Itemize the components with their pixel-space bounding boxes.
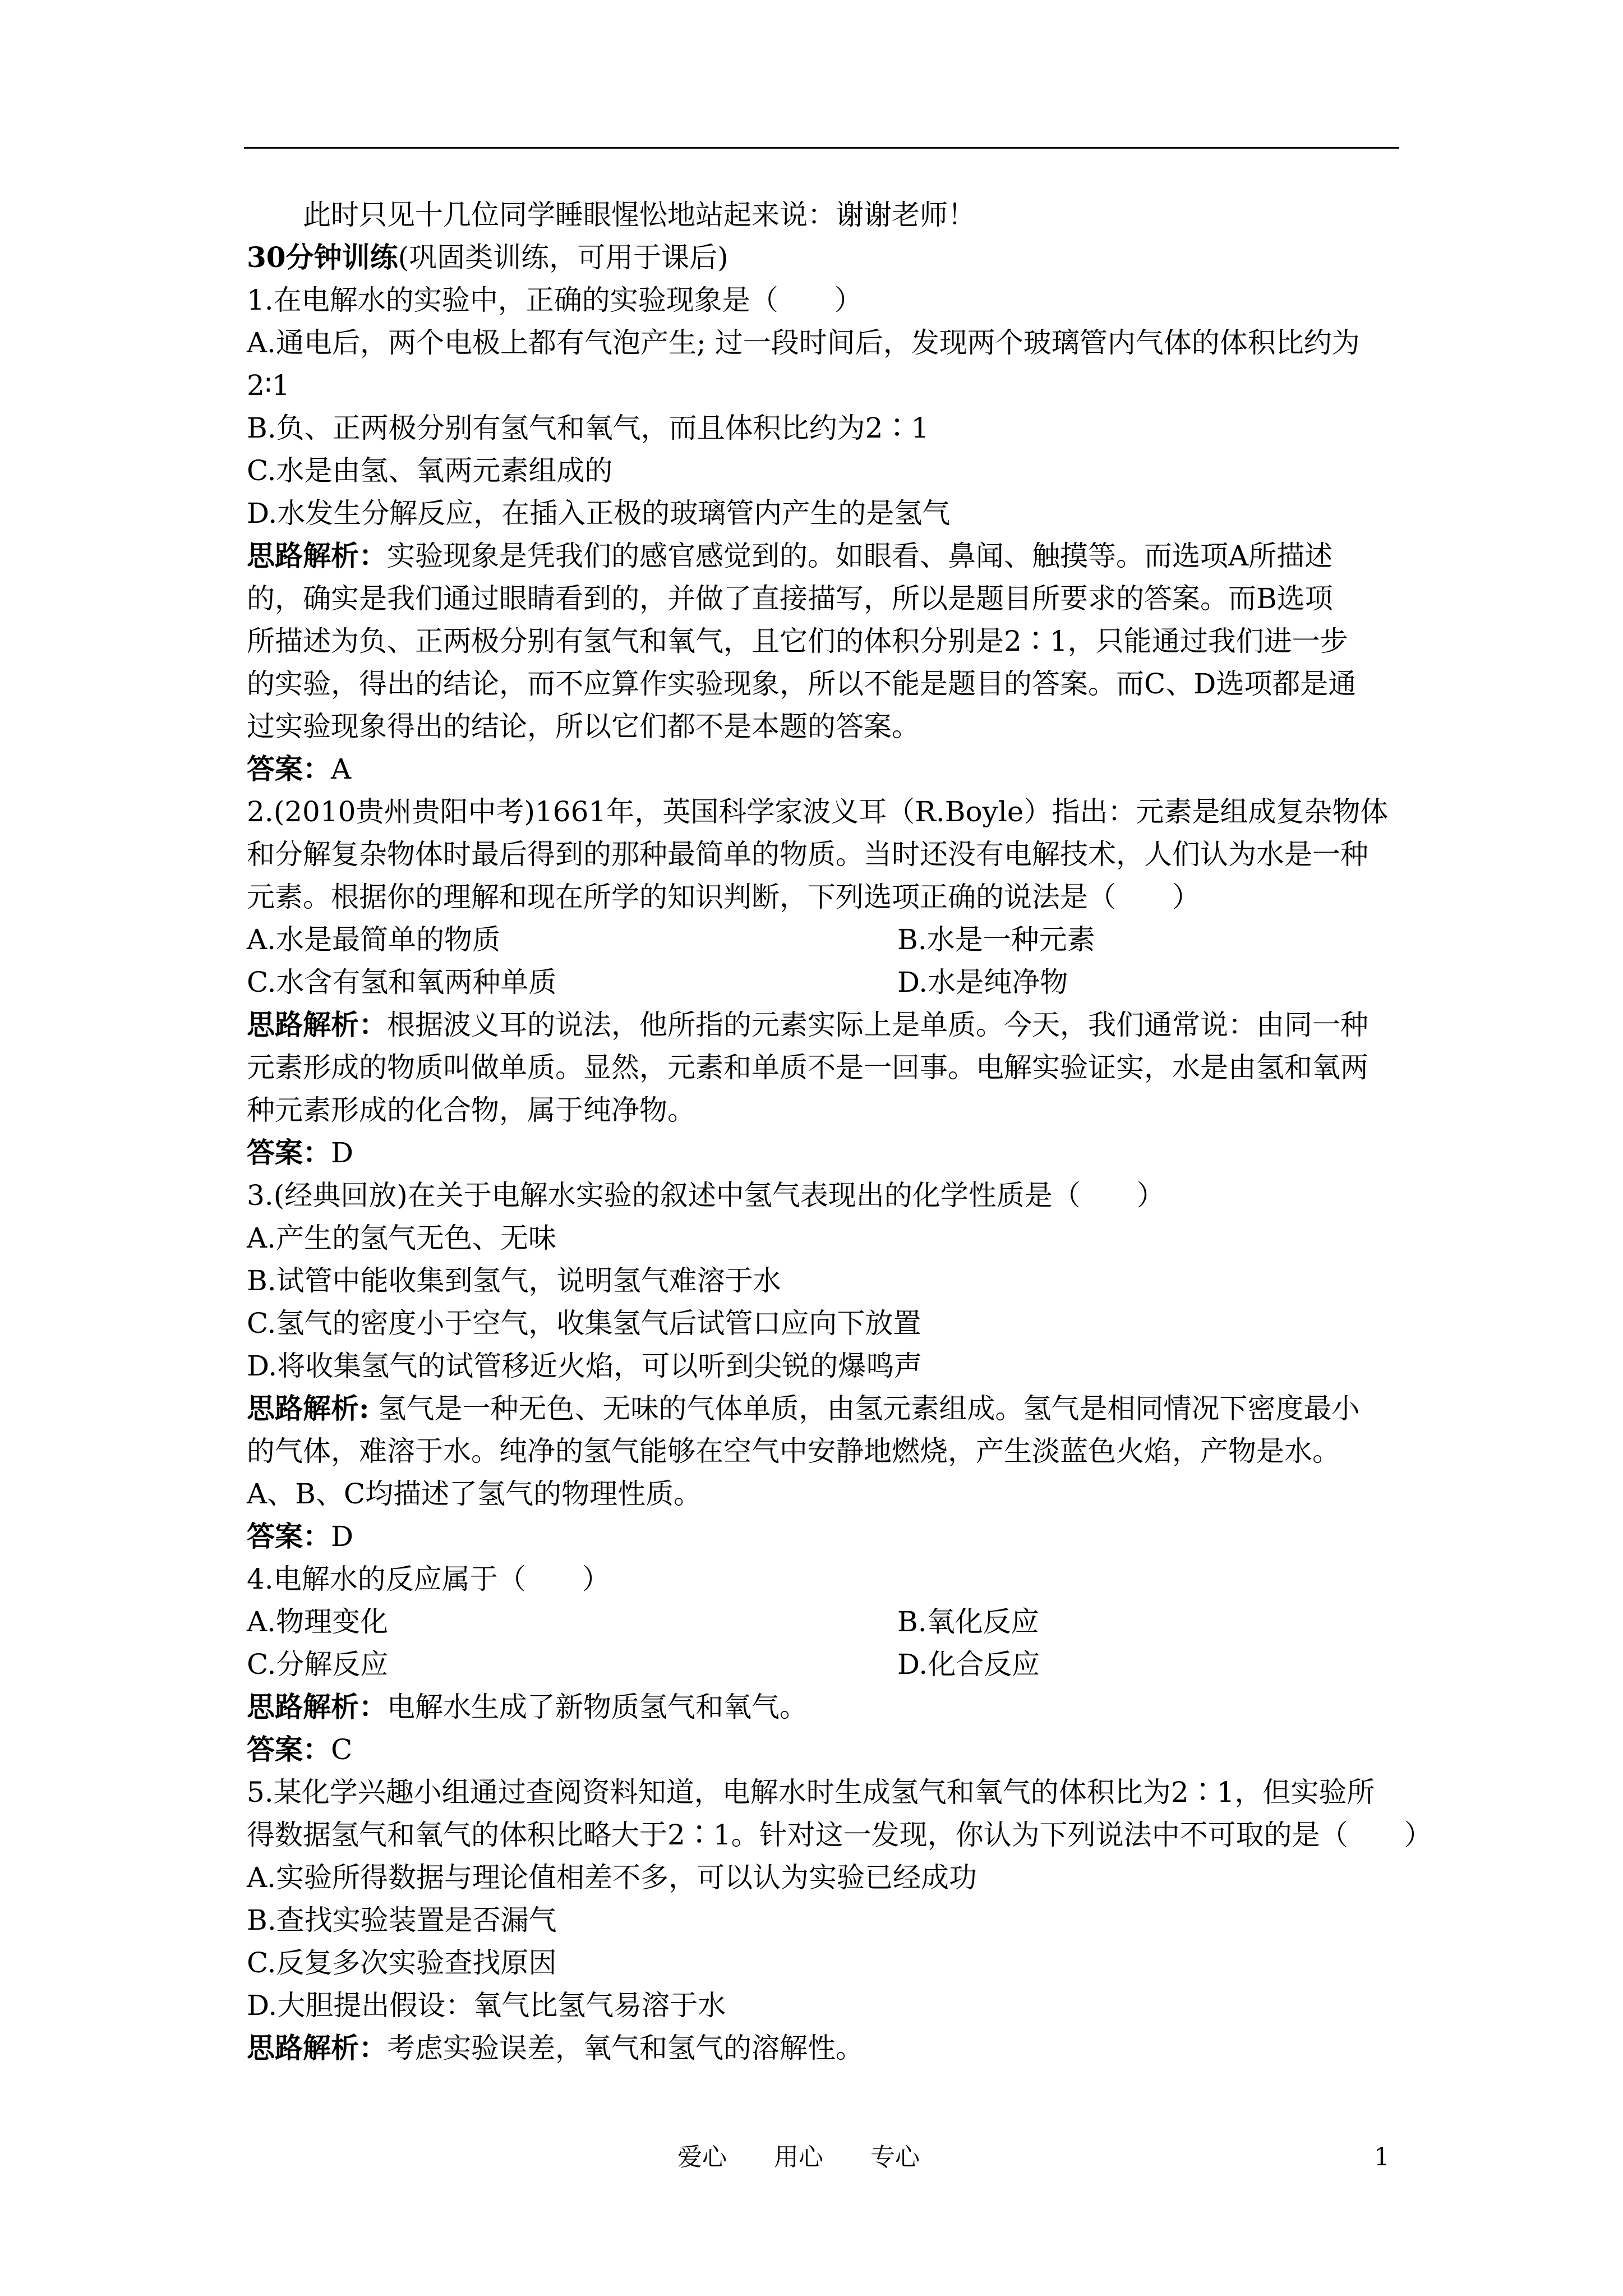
q3-analysis	[247, 1387, 1416, 1430]
q1-option-a: A.通电后，两个电极上都有气泡产生; 过一段时间后，发现两个玻璃管内气体的体积比约为	[247, 326, 1360, 359]
q3-answer	[247, 1515, 1416, 1558]
analysis-label: 思路解析：	[247, 1008, 387, 1041]
q4-answer-value: C	[331, 1733, 353, 1766]
q2-options-row-2	[247, 961, 1416, 1004]
q4-options-row-1	[247, 1600, 1416, 1643]
answer-label: 答案：	[247, 1733, 331, 1766]
q1-option-c: C.水是由氢、氧两元素组成的	[247, 454, 613, 487]
q4-option-c: C.分解反应	[247, 1648, 389, 1681]
q5-option-a: A.实验所得数据与理论值相差不多，可以认为实验已经成功	[247, 1861, 978, 1894]
answer-label: 答案：	[247, 1136, 331, 1169]
intro-text: 此时只见十几位同学睡眼惺忪地站起来说：谢谢老师！	[303, 199, 976, 231]
analysis-label: 思路解析：	[247, 2031, 387, 2064]
q4-analysis-text: 电解水生成了新物质氢气和氧气。	[387, 1691, 808, 1723]
q3-option-b: B.试管中能收集到氢气，说明氢气难溶于水	[247, 1264, 781, 1297]
answer-label: 答案：	[247, 1520, 331, 1553]
q2-stem: 2.(2010贵州贵阳中考)1661年，英国科学家波义耳（R.Boyle）指出：元素是组成复杂物体	[247, 795, 1389, 828]
q2-answer-value: D	[331, 1137, 354, 1169]
answer-label: 答案：	[247, 752, 331, 785]
q1-analysis-text: 实验现象是凭我们的感官感觉到的。如眼看、鼻闻、触摸等。而选项A所描述	[387, 540, 1333, 572]
document-body	[247, 194, 1432, 2069]
analysis-label: 思路解析：	[247, 539, 387, 572]
q2-stem-line-3: 元素。根据你的理解和现在所学的知识判断，下列选项正确的说法是（ ）	[247, 881, 1200, 913]
q5-option-c: C.反复多次实验查找原因	[247, 1947, 557, 1979]
q3-answer-value: D	[331, 1520, 354, 1553]
q3-option-a: A.产生的氢气无色、无味	[247, 1222, 557, 1254]
header-rule	[244, 147, 1399, 149]
q5-option-d: D.大胆提出假设：氧气比氢气易溶于水	[247, 1989, 726, 2022]
q3-stem: 3.(经典回放)在关于电解水实验的叙述中氢气表现出的化学性质是（ ）	[247, 1179, 1165, 1212]
q2-option-b: B.水是一种元素	[897, 923, 1095, 956]
analysis-label: 思路解析:	[247, 1392, 370, 1425]
q3-option-c: C.氢气的密度小于空气，收集氢气后试管口应向下放置	[247, 1307, 921, 1340]
analysis-label: 思路解析：	[247, 1690, 387, 1723]
q1-answer-value: A	[331, 753, 352, 785]
q1-stem: 1.在电解水的实验中，正确的实验现象是（ ）	[247, 284, 863, 316]
section-subtitle: (巩固类训练，可用于课后)	[398, 241, 728, 274]
page-number: 1	[1374, 2143, 1390, 2171]
q3-option-d: D.将收集氢气的试管移近火焰，可以听到尖锐的爆鸣声	[247, 1350, 923, 1382]
q4-option-b: B.氧化反应	[897, 1605, 1039, 1638]
q5-stem-line-2: 得数据氢气和氧气的体积比略大于2∶1。针对这一发现，你认为下列说法中不可取的是（ ）	[247, 1819, 1432, 1851]
q1-analysis-line-3: 所描述为负、正两极分别有氢气和氧气，且它们的体积分别是2∶1，只能通过我们进一步	[247, 625, 1348, 657]
q1-option-a-cont: 2∶1	[247, 369, 290, 402]
q4-options-row-2	[247, 1643, 1416, 1686]
q1-analysis-line-4: 的实验，得出的结论，而不应算作实验现象，所以不能是题目的答案。而C、D选项都是通	[247, 668, 1357, 700]
q2-options-row-1	[247, 918, 1416, 961]
q2-answer	[247, 1131, 1416, 1174]
section-heading	[247, 236, 1416, 279]
q2-stem-line-2: 和分解复杂物体时最后得到的那种最简单的物质。当时还没有电解技术，人们认为水是一种	[247, 838, 1368, 871]
q1-analysis-line-2: 的，确实是我们通过眼睛看到的，并做了直接描写，所以是题目所要求的答案。而B选项	[247, 582, 1333, 615]
section-title: 30分钟训练	[247, 241, 398, 274]
q5-stem: 5.某化学兴趣小组通过查阅资料知道，电解水时生成氢气和氧气的体积比为2∶1，但实验所	[247, 1776, 1375, 1809]
q1-option-b: B.负、正两极分别有氢气和氧气，而且体积比约为2∶1	[247, 412, 929, 444]
q3-analysis-line-3: A、B、C均描述了氢气的物理性质。	[247, 1478, 702, 1510]
q2-analysis-text: 根据波义耳的说法，他所指的元素实际上是单质。今天，我们通常说：由同一种	[387, 1009, 1368, 1041]
q1-analysis	[247, 535, 1416, 577]
q4-answer	[247, 1728, 1416, 1771]
q5-analysis-text: 考虑实验误差，氧气和氢气的溶解性。	[387, 2032, 864, 2064]
q2-option-a: A.水是最简单的物质	[247, 923, 501, 956]
q4-option-d: D.化合反应	[897, 1648, 1040, 1681]
q2-analysis-line-2: 元素形成的物质叫做单质。显然，元素和单质不是一回事。电解实验证实，水是由氢和氧两	[247, 1051, 1368, 1084]
q5-option-b: B.查找实验装置是否漏气	[247, 1904, 557, 1936]
q1-analysis-line-5: 过实验现象得出的结论，所以它们都不是本题的答案。	[247, 710, 920, 743]
footer-motto: 爱心 用心 专心	[677, 2143, 920, 2171]
q3-analysis-line-2: 的气体，难溶于水。纯净的氢气能够在空气中安静地燃烧，产生淡蓝色火焰，产物是水。	[247, 1435, 1340, 1467]
q3-analysis-text: 氢气是一种无色、无味的气体单质，由氢元素组成。氢气是相同情况下密度最小	[369, 1392, 1360, 1425]
q5-analysis	[247, 2027, 1416, 2069]
q2-option-c: C.水含有氢和氧两种单质	[247, 966, 557, 999]
q2-option-d: D.水是纯净物	[897, 966, 1068, 999]
q4-analysis	[247, 1686, 1416, 1728]
q2-analysis	[247, 1004, 1416, 1046]
q1-answer	[247, 748, 1416, 790]
q4-option-a: A.物理变化	[247, 1605, 389, 1638]
q4-stem: 4.电解水的反应属于（ ）	[247, 1563, 610, 1595]
q1-option-d: D.水发生分解反应，在插入正极的玻璃管内产生的是氢气	[247, 497, 951, 530]
q2-analysis-line-3: 种元素形成的化合物，属于纯净物。	[247, 1094, 695, 1126]
